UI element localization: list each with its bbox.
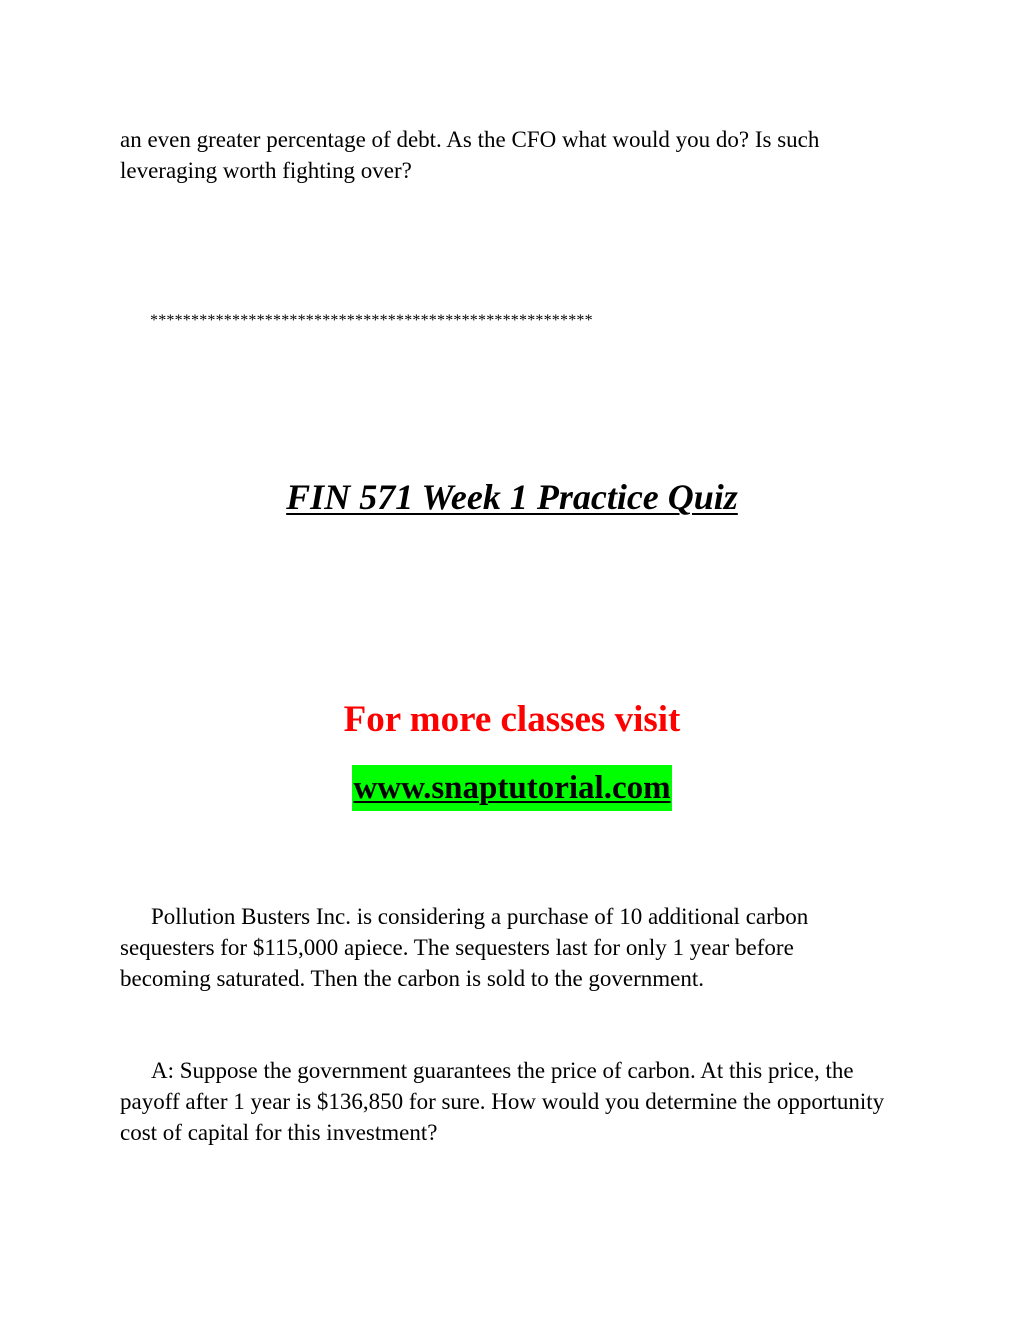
visit-heading: For more classes visit: [343, 699, 681, 740]
separator-line: ******************************************************: [150, 312, 593, 329]
link-container: [0, 765, 1024, 811]
quiz-title: FIN 571 Week 1 Practice Quiz: [286, 477, 738, 517]
part-a-paragraph: A: Suppose the government guarantees the price of carbon. At this price, the payoff after 1 year is $136,850 for sure. How would you determine the opportunity cost of capital for this investment?: [120, 1058, 885, 1145]
intro-paragraph: an even greater percentage of debt. As the CFO what would you do? Is such leveraging worth fighting over?: [120, 127, 820, 183]
snaptutorial-link[interactable]: www.snaptutorial.com: [352, 765, 671, 811]
question-paragraph: Pollution Busters Inc. is considering a purchase of 10 additional carbon sequesters for $115,000 apiece. The sequesters last for only 1 year before becoming saturated. Then the carbon is sold to the government.: [120, 904, 809, 991]
